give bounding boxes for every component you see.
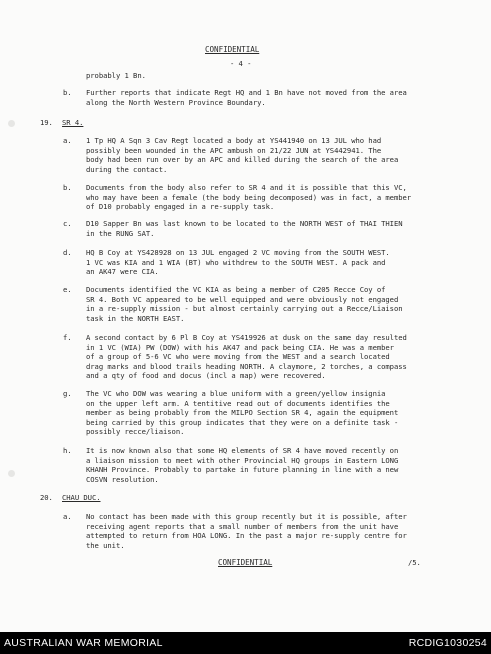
- archive-institution: AUSTRALIAN WAR MEMORIAL: [4, 637, 163, 649]
- text-line: It is now known also that some HQ elements of SR 4 have moved recently on: [86, 446, 399, 455]
- para-label: b.: [63, 183, 72, 192]
- text-line: KHANH Province. Probably to partake in future planning in line with a new: [86, 465, 399, 475]
- text-line: an AK47 were CIA.: [86, 267, 159, 277]
- text-line: D10 Sapper Bn was last known to be located to the NORTH WEST of THAI THIEN: [86, 219, 403, 228]
- text-line: on the upper left arm. A tentitive read out of documents identifies the: [86, 398, 390, 408]
- text-line: possibly recce/liaison.: [86, 427, 185, 437]
- text-line: along the North Western Province Boundary.: [86, 97, 266, 107]
- text-line: Further reports that indicate Regt HQ and 1 Bn have not moved from the area: [86, 88, 407, 97]
- para-label: f.: [63, 333, 72, 342]
- text-line: the unit.: [86, 540, 125, 550]
- para-label: a.: [63, 136, 72, 145]
- para-label: a.: [63, 512, 72, 521]
- text-line: of a group of 5-6 VC who were moving from the WEST and a search located: [86, 352, 390, 362]
- text-line: in a re-supply mission - but almost certainly carrying out a Recce/Liaison: [86, 304, 403, 314]
- text-line: a liaison mission to meet with other Provincial HQ groups in Eastern LONG: [86, 455, 399, 465]
- text-line: 1 Tp HQ A Sqn 3 Cav Regt located a body at YS441940 on 13 JUL who had: [86, 136, 382, 145]
- punch-hole: [8, 470, 15, 477]
- punch-hole: [8, 120, 15, 127]
- text-line: task in the NORTH EAST.: [86, 313, 185, 323]
- para-label: b.: [63, 88, 72, 97]
- para-label: h.: [63, 446, 72, 455]
- text-line: during the contact.: [86, 164, 168, 174]
- continuation-mark: /5.: [408, 558, 421, 567]
- page-number: - 4 -: [230, 59, 252, 68]
- text-line: A second contact by 6 Pl B Coy at YS419926 at dusk on the same day resulted: [86, 333, 407, 342]
- para-label: e.: [63, 285, 72, 294]
- text-line: attempted to return from HOA LONG. In the past a major re-supply centre for: [86, 531, 407, 541]
- para-label: c.: [63, 219, 72, 228]
- para-label: g.: [63, 389, 72, 398]
- section-number: 19.: [40, 118, 53, 127]
- text-line: Documents identified the VC KIA as being a member of C205 Recce Coy of: [86, 285, 386, 294]
- text-line: possibly been wounded in the APC ambush on 21/22 JUN at YS442941. The: [86, 145, 382, 155]
- text-line: body had been run over by an APC and killed during the search of the area: [86, 155, 399, 165]
- text-line: in the RUNG SAT.: [86, 228, 155, 238]
- text-line: COSVN resolution.: [86, 474, 159, 484]
- text-line: being carried by this group indicates that they were on a definite task -: [86, 417, 399, 427]
- text-line: Documents from the body also refer to SR 4 and it is possible that this VC,: [86, 183, 407, 192]
- text-line: probably 1 Bn.: [86, 71, 146, 80]
- text-line: HQ B Coy at YS428928 on 13 JUL engaged 2 VC moving from the SOUTH WEST.: [86, 248, 390, 257]
- text-line: SR 4. Both VC appeared to be well equipped and were obviously not engaged: [86, 294, 399, 304]
- text-line: in 1 VC (WIA) PW (DOW) with his AK47 and pack being CIA. He was a member: [86, 342, 394, 352]
- archive-footer-bar: [0, 632, 491, 654]
- text-line: who may have been a female (the body being decomposed) was in fact, a member: [86, 192, 412, 202]
- text-line: and a qty of food and docus (incl a map) were recovered.: [86, 371, 326, 381]
- section-title: CHAU DUC.: [62, 493, 101, 502]
- para-label: d.: [63, 248, 72, 257]
- text-line: drag marks and blood trails heading NORTH. A claymore, 2 torches, a compass: [86, 361, 407, 371]
- classification-header: CONFIDENTIAL: [205, 45, 260, 54]
- text-line: No contact has been made with this group recently but it is possible, after: [86, 512, 407, 521]
- text-line: The VC who DOW was wearing a blue uniform with a green/yellow insignia: [86, 389, 386, 398]
- archive-reference: RCDIG1030254: [408, 637, 487, 649]
- classification-footer: CONFIDENTIAL: [218, 558, 273, 567]
- text-line: 1 VC was KIA and 1 WIA (BT) who withdrew to the SOUTH WEST. A pack and: [86, 257, 386, 267]
- section-number: 20.: [40, 493, 53, 502]
- text-line: member as being probably from the MILPO Section SR 4, again the equipment: [86, 408, 399, 418]
- section-title: SR 4.: [62, 118, 84, 127]
- text-line: receiving agent reports that a small number of members from the unit have: [86, 521, 399, 531]
- text-line: of D10 probably engaged in a re-supply task.: [86, 202, 275, 212]
